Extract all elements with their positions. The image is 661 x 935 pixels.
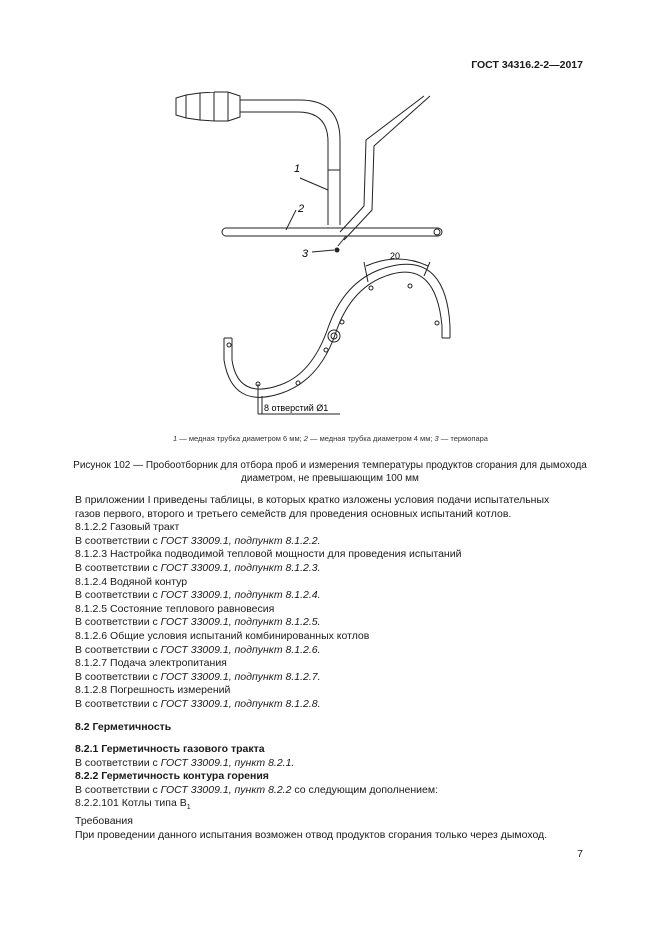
- body-text: В приложении I приведены таблицы, в которых кратко изложены условия подачи испытательных газов первого, второго и третьего семейств для проведения основных испытаний котлов. 8.1.2.2 Газовый тракт В соответствии с ГОСТ 33009.1, подпункт 8.1.2.2. 8.1.2.3 Настройка подводимой тепловой мощности для проведения испытаний В соответствии с ГОСТ 33009.1, подпункт 8.1.2.3. 8.1.2.4 Водяной контур В соответствии с ГОСТ 33009.1, подпункт 8.1.2.4. 8.1.2.5 Состояние теплового равновесия В соответствии с ГОСТ 33009.1, подпункт 8.1.2.5. 8.1.2.6 Общие условия испытаний комбинированных котлов В соответствии с ГОСТ 33009.1, подпункт 8.1.2.6. 8.1.2.7 Подача электропитания В соответствии с ГОСТ 33009.1, подпункт 8.1.2.7. 8.1.2.8 Погрешность измерений В соответствии с ГОСТ 33009.1, подпункт 8.1.2.8. 8.2 Герметичность 8.2.1 Герметичность газового тракта В соответствии с ГОСТ 33009.1, пункт 8.2.1. 8.2.2 Герметичность контура горения В соответствии с ГОСТ 33009.1, пункт 8.2.2 со следующим дополнением: 8.2.2.101 Котлы типа $B_1$ Требования При проведении данного испытания возможен отвод продуктов сгорания только через дымоход.: [75, 494, 589, 842]
- holes-callout: 8 отверстий Ø1: [264, 403, 329, 413]
- page-number: 7: [577, 848, 583, 860]
- label-3: 3: [302, 248, 309, 260]
- figure-caption: Рисунок 102 — Пробоотборник для отбора проб и измерения температуры продуктов сгорания для дымохода диаметром, не превышающим 100 мм: [73, 460, 587, 484]
- intro-paragraph: В приложении I приведены таблицы, в которых кратко изложены условия подачи испытательных: [75, 494, 550, 506]
- pipe-4mm: [222, 228, 442, 236]
- figure-legend: 1 — медная трубка диаметром 6 мм; 2 — медная трубка диаметром 4 мм; 3 — термопара: [173, 434, 488, 443]
- dimension-20: 20: [390, 251, 401, 261]
- heading-8-2: 8.2 Герметичность: [75, 720, 172, 733]
- sampler-figure: [0, 0, 661, 430]
- label-1: 1: [294, 163, 301, 175]
- heading-8-2-1: 8.2.1 Герметичность газового тракта: [75, 743, 265, 756]
- thermocouple: [340, 96, 430, 240]
- label-2: 2: [298, 203, 305, 215]
- document-code: ГОСТ 34316.2-2—2017: [471, 59, 583, 71]
- hose-connector: [176, 92, 256, 121]
- heading-8-2-2: 8.2.2 Герметичность контура горения: [75, 770, 269, 783]
